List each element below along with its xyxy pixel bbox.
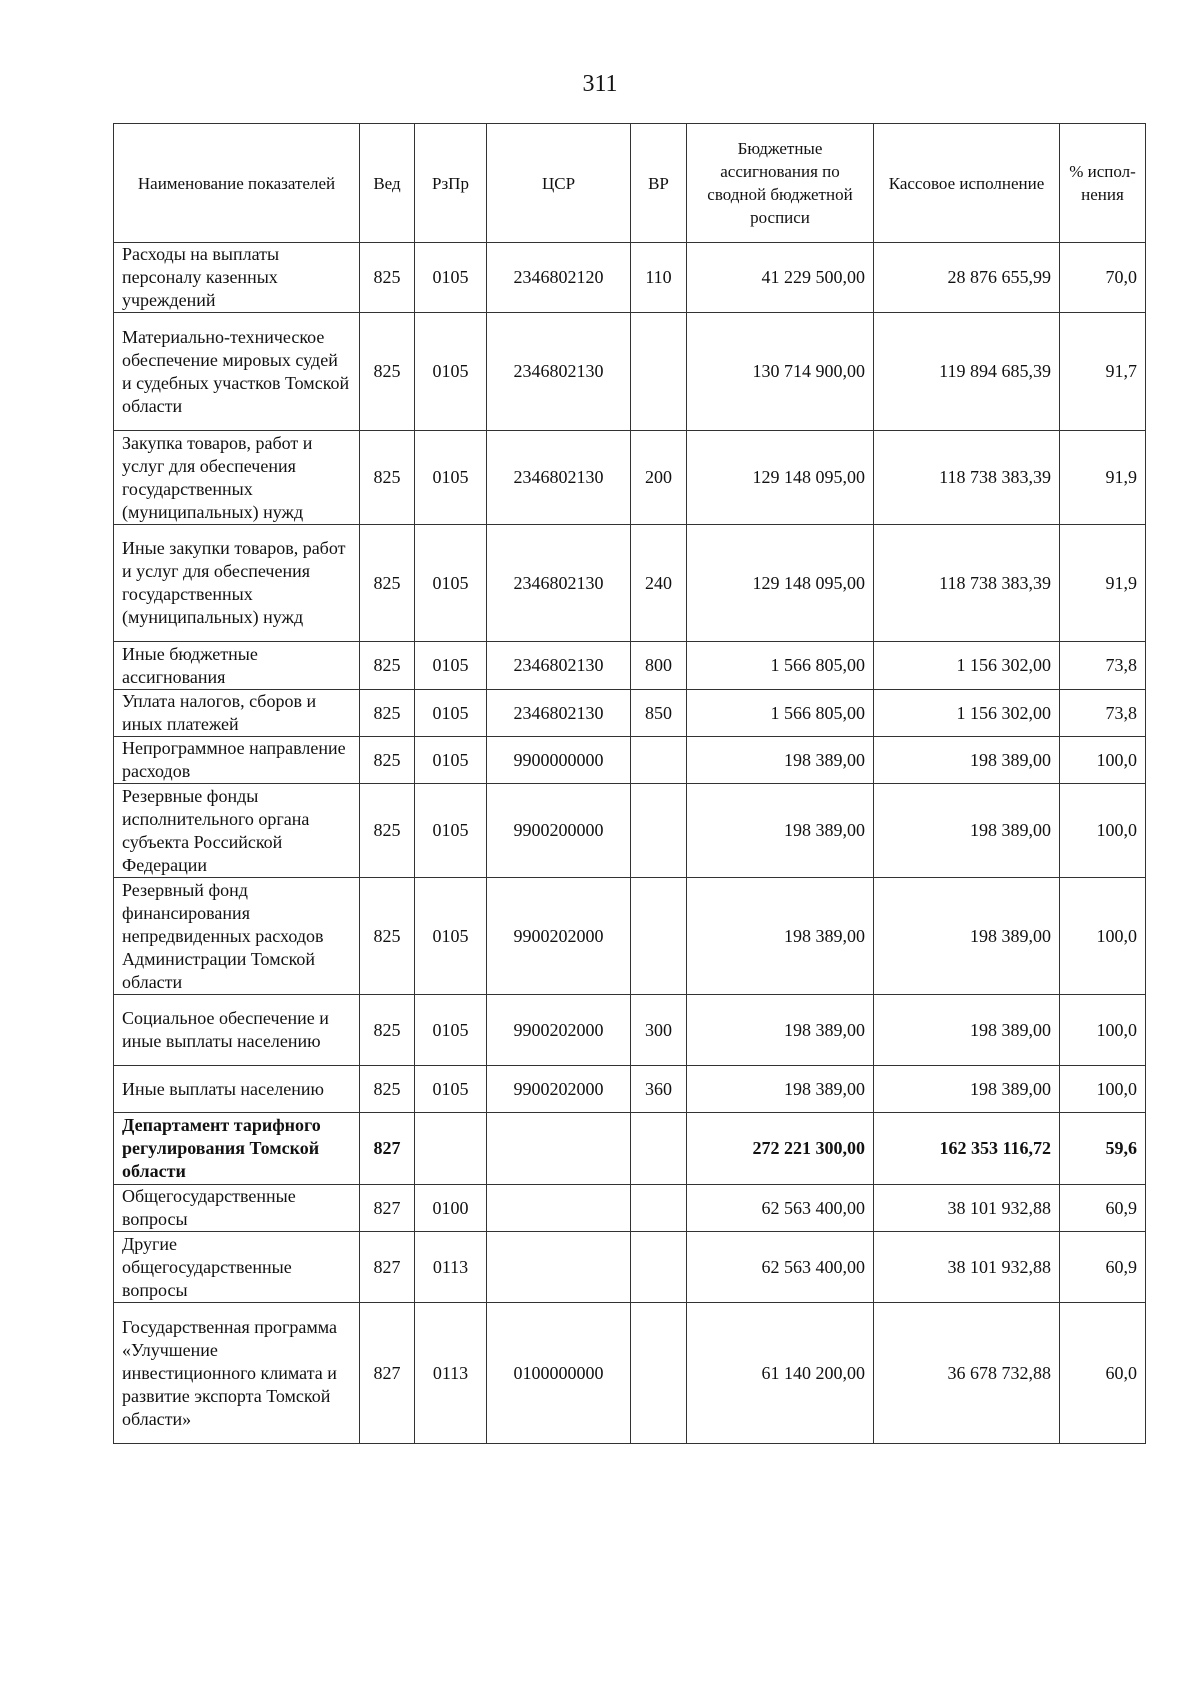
row-cash: 28 876 655,99 (874, 243, 1060, 313)
row-allocations: 198 389,00 (687, 995, 874, 1066)
table-row (114, 1303, 1146, 1444)
table-row (114, 690, 1146, 737)
row-cash: 198 389,00 (874, 878, 1060, 995)
row-allocations: 129 148 095,00 (687, 431, 874, 525)
row-allocations: 198 389,00 (687, 784, 874, 878)
row-ved: 827 (360, 1232, 415, 1303)
row-allocations: 130 714 900,00 (687, 313, 874, 431)
row-name: Резервные фонды исполнительного органа субъекта Российской Федерации (114, 784, 360, 878)
row-vr: 800 (631, 642, 687, 690)
row-cash: 198 389,00 (874, 737, 1060, 784)
row-rzpr: 0105 (415, 431, 487, 525)
table-row (114, 313, 1146, 431)
row-csr: 2346802130 (487, 642, 631, 690)
header-rzpr: РзПр (415, 124, 487, 243)
header-csr: ЦСР (487, 124, 631, 243)
row-name: Уплата налогов, сборов и иных платежей (114, 690, 360, 737)
row-vr (631, 313, 687, 431)
row-percent: 100,0 (1060, 737, 1146, 784)
row-ved: 825 (360, 243, 415, 313)
row-rzpr: 0105 (415, 525, 487, 642)
row-percent: 59,6 (1060, 1113, 1146, 1185)
row-cash: 38 101 932,88 (874, 1232, 1060, 1303)
row-percent: 60,9 (1060, 1185, 1146, 1232)
row-csr: 2346802130 (487, 431, 631, 525)
row-percent: 100,0 (1060, 995, 1146, 1066)
header-name: Наименование показателей (114, 124, 360, 243)
row-name: Непрограммное направление расходов (114, 737, 360, 784)
row-ved: 825 (360, 431, 415, 525)
row-vr: 240 (631, 525, 687, 642)
row-name: Материально-техническое обеспечение мировых судей и судебных участков Томской области (114, 313, 360, 431)
row-csr (487, 1232, 631, 1303)
row-name: Другие общегосударственные вопросы (114, 1232, 360, 1303)
row-cash: 162 353 116,72 (874, 1113, 1060, 1185)
table-row (114, 878, 1146, 995)
row-ved: 825 (360, 784, 415, 878)
row-csr: 9900202000 (487, 995, 631, 1066)
row-ved: 825 (360, 525, 415, 642)
table-row (114, 642, 1146, 690)
row-rzpr: 0105 (415, 995, 487, 1066)
row-rzpr: 0105 (415, 642, 487, 690)
row-percent: 70,0 (1060, 243, 1146, 313)
row-allocations: 62 563 400,00 (687, 1232, 874, 1303)
row-percent: 91,7 (1060, 313, 1146, 431)
row-csr (487, 1185, 631, 1232)
row-allocations: 1 566 805,00 (687, 690, 874, 737)
page-number: 311 (582, 71, 618, 97)
row-vr: 110 (631, 243, 687, 313)
row-csr: 9900202000 (487, 1066, 631, 1113)
row-vr (631, 1232, 687, 1303)
header-ved: Вед (360, 124, 415, 243)
row-cash: 118 738 383,39 (874, 525, 1060, 642)
row-cash: 1 156 302,00 (874, 642, 1060, 690)
table-row (114, 431, 1146, 525)
row-allocations: 62 563 400,00 (687, 1185, 874, 1232)
row-csr: 9900202000 (487, 878, 631, 995)
row-rzpr: 0105 (415, 690, 487, 737)
row-rzpr: 0105 (415, 784, 487, 878)
budget-table (113, 123, 1146, 1444)
row-name: Резервный фонд финансирования непредвиденных расходов Администрации Томской области (114, 878, 360, 995)
row-allocations: 198 389,00 (687, 737, 874, 784)
row-ved: 827 (360, 1303, 415, 1444)
row-name: Государственная программа «Улучшение инвестиционного климата и развитие экспорта Томской области» (114, 1303, 360, 1444)
row-ved: 825 (360, 690, 415, 737)
row-cash: 198 389,00 (874, 995, 1060, 1066)
row-allocations: 41 229 500,00 (687, 243, 874, 313)
row-rzpr: 0100 (415, 1185, 487, 1232)
row-rzpr: 0105 (415, 878, 487, 995)
row-vr: 360 (631, 1066, 687, 1113)
row-csr: 9900200000 (487, 784, 631, 878)
row-rzpr: 0105 (415, 1066, 487, 1113)
table-row (114, 995, 1146, 1066)
row-rzpr: 0105 (415, 737, 487, 784)
row-rzpr: 0113 (415, 1303, 487, 1444)
row-ved: 827 (360, 1185, 415, 1232)
row-ved: 825 (360, 878, 415, 995)
header-vr: ВР (631, 124, 687, 243)
row-csr (487, 1113, 631, 1185)
row-allocations: 198 389,00 (687, 1066, 874, 1113)
row-vr (631, 784, 687, 878)
row-allocations: 198 389,00 (687, 878, 874, 995)
row-ved: 825 (360, 313, 415, 431)
row-percent: 100,0 (1060, 1066, 1146, 1113)
row-name: Департамент тарифного регулирования Томской области (114, 1113, 360, 1185)
row-name: Иные бюджетные ассигнования (114, 642, 360, 690)
row-name: Общегосударственные вопросы (114, 1185, 360, 1232)
row-allocations: 1 566 805,00 (687, 642, 874, 690)
row-rzpr (415, 1113, 487, 1185)
table-header-row (114, 124, 1146, 243)
row-percent: 91,9 (1060, 431, 1146, 525)
table-row (114, 243, 1146, 313)
row-vr (631, 1185, 687, 1232)
row-name: Иные выплаты населению (114, 1066, 360, 1113)
row-rzpr: 0105 (415, 313, 487, 431)
row-name: Иные закупки товаров, работ и услуг для обеспечения государственных (муниципальных) нужд (114, 525, 360, 642)
row-cash: 36 678 732,88 (874, 1303, 1060, 1444)
row-vr: 200 (631, 431, 687, 525)
row-name: Социальное обеспечение и иные выплаты населению (114, 995, 360, 1066)
row-vr (631, 1303, 687, 1444)
row-allocations: 129 148 095,00 (687, 525, 874, 642)
table-row-department (114, 1113, 1146, 1185)
row-cash: 119 894 685,39 (874, 313, 1060, 431)
row-vr (631, 737, 687, 784)
row-allocations: 61 140 200,00 (687, 1303, 874, 1444)
row-csr: 0100000000 (487, 1303, 631, 1444)
row-percent: 73,8 (1060, 642, 1146, 690)
header-percent: % испол-нения (1060, 124, 1146, 243)
row-ved: 827 (360, 1113, 415, 1185)
row-csr: 2346802120 (487, 243, 631, 313)
row-rzpr: 0105 (415, 243, 487, 313)
row-csr: 2346802130 (487, 690, 631, 737)
table-row (114, 784, 1146, 878)
row-cash: 118 738 383,39 (874, 431, 1060, 525)
row-ved: 825 (360, 642, 415, 690)
row-percent: 60,9 (1060, 1232, 1146, 1303)
row-percent: 100,0 (1060, 784, 1146, 878)
table-row (114, 1066, 1146, 1113)
row-percent: 91,9 (1060, 525, 1146, 642)
row-name: Расходы на выплаты персоналу казенных учреждений (114, 243, 360, 313)
row-csr: 2346802130 (487, 525, 631, 642)
header-allocations: Бюджетные ассигнования по сводной бюджетной росписи (687, 124, 874, 243)
row-ved: 825 (360, 1066, 415, 1113)
header-cash: Кассовое исполнение (874, 124, 1060, 243)
row-cash: 198 389,00 (874, 784, 1060, 878)
table-row (114, 1185, 1146, 1232)
row-allocations: 272 221 300,00 (687, 1113, 874, 1185)
row-ved: 825 (360, 737, 415, 784)
row-vr: 850 (631, 690, 687, 737)
row-percent: 73,8 (1060, 690, 1146, 737)
table-row (114, 1232, 1146, 1303)
row-vr (631, 1113, 687, 1185)
row-percent: 60,0 (1060, 1303, 1146, 1444)
table-row (114, 737, 1146, 784)
row-vr: 300 (631, 995, 687, 1066)
row-vr (631, 878, 687, 995)
row-csr: 2346802130 (487, 313, 631, 431)
row-csr: 9900000000 (487, 737, 631, 784)
row-name: Закупка товаров, работ и услуг для обеспечения государственных (муниципальных) нужд (114, 431, 360, 525)
row-ved: 825 (360, 995, 415, 1066)
table-row (114, 525, 1146, 642)
row-cash: 38 101 932,88 (874, 1185, 1060, 1232)
row-cash: 198 389,00 (874, 1066, 1060, 1113)
row-cash: 1 156 302,00 (874, 690, 1060, 737)
row-percent: 100,0 (1060, 878, 1146, 995)
row-rzpr: 0113 (415, 1232, 487, 1303)
